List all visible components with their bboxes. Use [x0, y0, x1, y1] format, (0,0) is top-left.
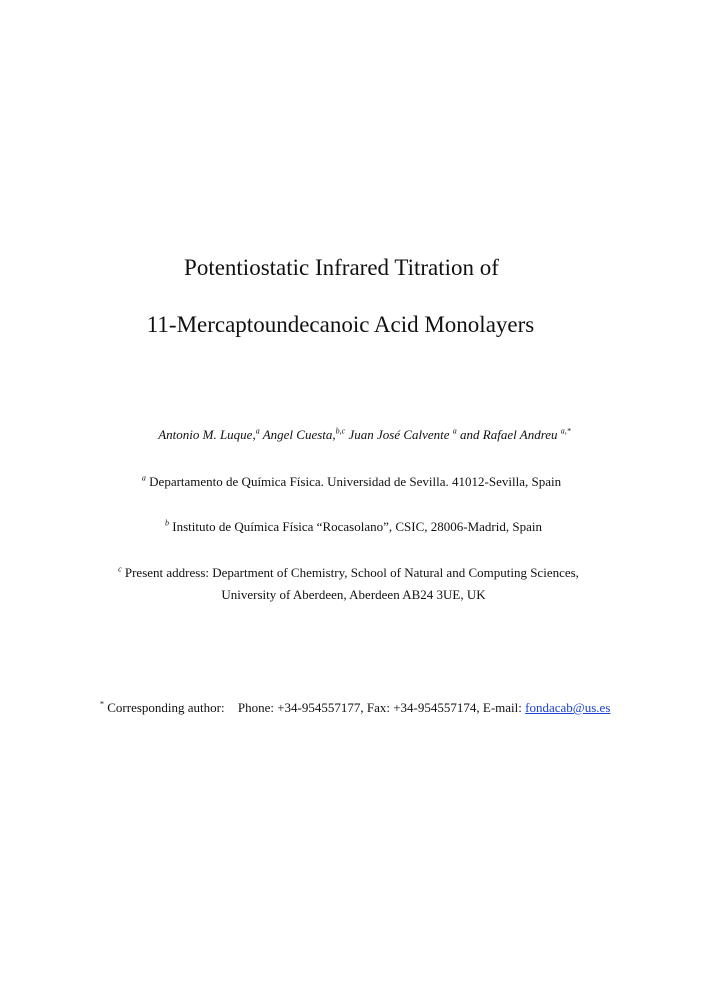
- author-list: [0, 427, 707, 443]
- author-affiliation-mark: a,*: [560, 426, 571, 436]
- email-link[interactable]: fondacab@us.es: [525, 700, 611, 715]
- author-affiliation-mark: b,c: [335, 426, 346, 436]
- affiliation-c-line-2: University of Aberdeen, Aberdeen AB24 3UE, UK: [221, 587, 486, 602]
- author-name: Juan José Calvente: [348, 427, 450, 442]
- author-name: and Rafael Andreu: [460, 427, 558, 442]
- author-name: Angel Cuesta,: [262, 427, 336, 442]
- author-name: Antonio M. Luque,: [158, 427, 256, 442]
- paper-title-line-2: 11-Mercaptoundecanoic Acid Monolayers: [146, 312, 535, 337]
- affiliation-text: Instituto de Química Física “Rocasolano”, CSIC, 28006-Madrid, Spain: [172, 519, 542, 534]
- affiliation-mark: b: [165, 518, 169, 528]
- author-affiliation-mark: a: [255, 426, 260, 436]
- paper-title-line-1: Potentiostatic Infrared Titration of: [184, 255, 499, 280]
- affiliation-c-line-1: [0, 565, 702, 581]
- corresponding-label: Corresponding author:: [107, 700, 225, 715]
- affiliation-b: [0, 519, 707, 535]
- contact-details: Phone: +34-954557177, Fax: +34-954557174, E-mail:: [237, 700, 522, 715]
- affiliation-mark: a: [141, 473, 146, 483]
- affiliation-text: Departamento de Química Física. Universidad de Sevilla. 41012-Sevilla, Spain: [149, 474, 562, 489]
- author-affiliation-mark: a: [452, 426, 457, 436]
- footnote-mark: *: [100, 699, 104, 709]
- affiliation-mark: c: [118, 564, 122, 574]
- affiliation-text: Present address: Department of Chemistry, School of Natural and Computing Sciences,: [124, 565, 579, 580]
- corresponding-author-note: [100, 700, 610, 716]
- affiliation-a: [0, 474, 705, 490]
